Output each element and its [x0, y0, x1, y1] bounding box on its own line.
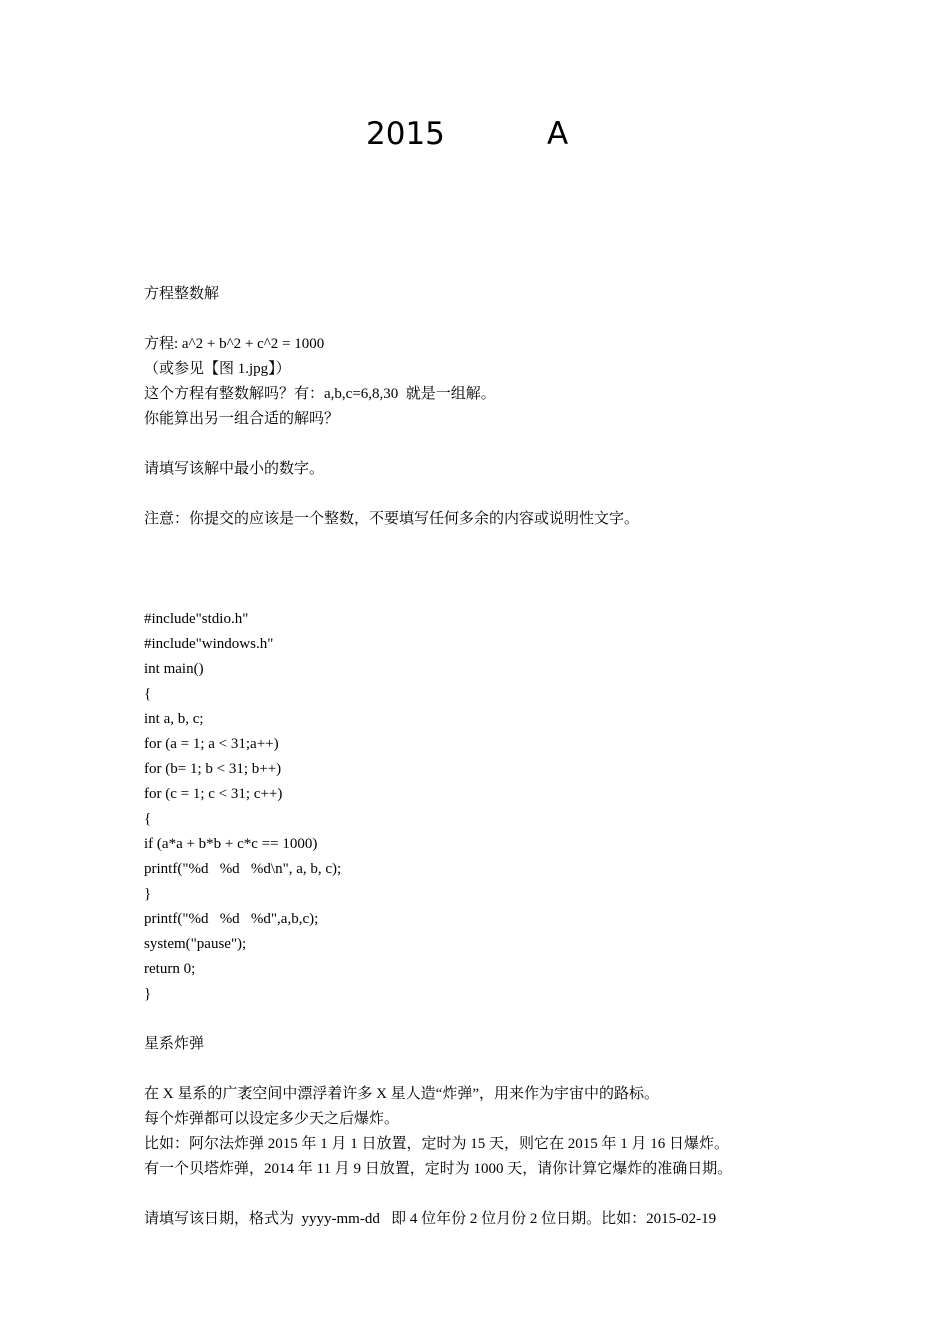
code-line: return 0;	[144, 961, 196, 977]
section1-line: 这个方程有整数解吗？有：a,b,c=6,8,30 就是一组解。	[144, 386, 496, 402]
code-line: #include"stdio.h"	[144, 611, 249, 627]
code-line: if (a*a + b*b + c*c == 1000)	[144, 836, 318, 852]
spacer	[144, 307, 844, 332]
section1-line: 你能算出另一组合适的解吗？	[144, 411, 340, 427]
spacer	[144, 1182, 844, 1207]
section1-line: 方程: a^2 + b^2 + c^2 = 1000	[144, 336, 325, 352]
code-line: int main()	[144, 661, 204, 677]
code-line: printf("%d %d %d",a,b,c);	[144, 911, 319, 927]
section1-note: 注意：你提交的应该是一个整数，不要填写任何多余的内容或说明性文字。	[144, 511, 640, 527]
document-title	[0, 112, 950, 156]
code-block	[144, 607, 844, 1007]
section1-heading: 方程整数解	[144, 286, 220, 302]
code-line: }	[144, 886, 152, 902]
spacer	[144, 1057, 844, 1082]
section1-line: （或参见【图 1.jpg】）	[144, 361, 291, 377]
code-line: {	[144, 686, 152, 702]
section2-line: 在 X 星系的广袤空间中漂浮着许多 X 星人造“炸弹”，用来作为宇宙中的路标。	[144, 1086, 659, 1102]
section2-line: 有一个贝塔炸弹，2014 年 11 月 9 日放置，定时为 1000 天，请你计算它爆炸的准确日期。	[144, 1161, 733, 1177]
section1-instruction: 请填写该解中最小的数字。	[144, 461, 325, 477]
section2-line: 比如：阿尔法炸弹 2015 年 1 月 1 日放置，定时为 15 天，则它在 2015 年 1 月 16 日爆炸。	[144, 1136, 730, 1152]
code-line: for (c = 1; c < 31; c++)	[144, 786, 283, 802]
code-line: printf("%d %d %d\n", a, b, c);	[144, 861, 342, 877]
spacer	[144, 1007, 844, 1032]
code-line: {	[144, 811, 152, 827]
section2-heading: 星系炸弹	[144, 1036, 205, 1052]
title-letter: A	[547, 116, 569, 152]
code-line: #include"windows.h"	[144, 636, 274, 652]
spacer	[144, 432, 844, 457]
spacer	[144, 557, 844, 582]
code-line: int a, b, c;	[144, 711, 204, 727]
code-line: for (b= 1; b < 31; b++)	[144, 761, 282, 777]
spacer	[144, 482, 844, 507]
code-line: system("pause");	[144, 936, 247, 952]
spacer	[144, 532, 844, 557]
document-body	[144, 282, 844, 1232]
code-line: for (a = 1; a < 31;a++)	[144, 736, 279, 752]
code-line: }	[144, 986, 152, 1002]
section2-line: 每个炸弹都可以设定多少天之后爆炸。	[144, 1111, 400, 1127]
spacer	[144, 582, 844, 607]
section2-instruction: 请填写该日期，格式为 yyyy-mm-dd 即 4 位年份 2 位月份 2 位日期。比如：2015-02-19	[144, 1211, 717, 1227]
title-year: 2015	[366, 116, 445, 152]
